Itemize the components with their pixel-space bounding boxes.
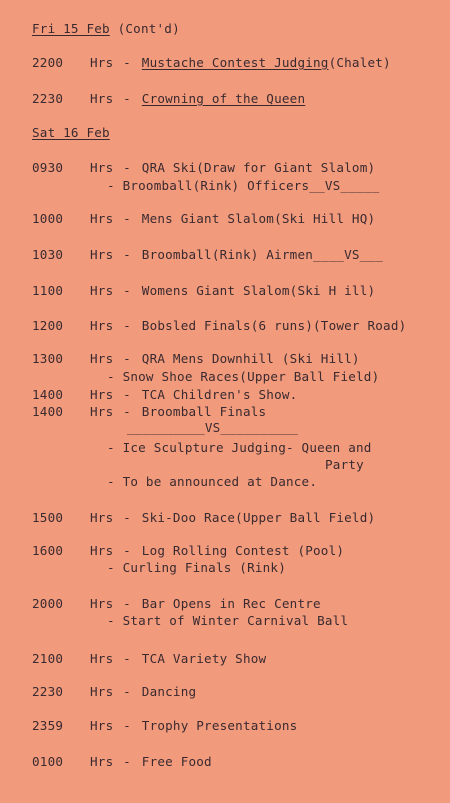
event-time: 2230	[32, 684, 64, 699]
event-row	[32, 247, 383, 262]
event-continuation: - To be announced at Dance.	[107, 474, 318, 489]
hrs-label: Hrs	[90, 387, 114, 402]
dash: -	[123, 754, 131, 769]
event-row	[32, 718, 297, 733]
event-time: 2359	[32, 718, 64, 733]
hrs-label: Hrs	[90, 754, 114, 769]
dash: -	[123, 351, 131, 366]
event-desc: TCA Children's Show.	[141, 387, 298, 402]
hrs-label: Hrs	[90, 160, 114, 175]
dash: -	[123, 211, 131, 226]
dash: -	[123, 718, 131, 733]
event-row	[32, 283, 375, 298]
event-time: 1400	[32, 387, 64, 402]
event-desc: Ski-Doo Race(Upper Ball Field)	[141, 510, 376, 525]
heading-sat	[32, 125, 110, 140]
event-time: 1000	[32, 211, 64, 226]
event-desc-rest: (Chalet)	[328, 55, 391, 70]
event-row	[32, 651, 266, 666]
dash: -	[123, 55, 131, 70]
hrs-label: Hrs	[90, 718, 114, 733]
event-row	[32, 543, 344, 558]
event-desc: Free Food	[141, 754, 212, 769]
dash: -	[123, 247, 131, 262]
hrs-label: Hrs	[90, 596, 114, 611]
event-continuation: - Ice Sculpture Judging- Queen and	[107, 440, 372, 455]
dash: -	[123, 596, 131, 611]
event-time: 2230	[32, 91, 64, 106]
hrs-label: Hrs	[90, 543, 114, 558]
dash: -	[123, 651, 131, 666]
event-continuation-wrap: Party	[325, 457, 364, 472]
vs-line: __________VS__________	[127, 420, 299, 435]
hrs-label: Hrs	[90, 651, 114, 666]
event-time: 2200	[32, 55, 64, 70]
event-continuation: - Broomball(Rink) Officers__VS_____	[107, 178, 380, 193]
dash: -	[123, 160, 131, 175]
event-desc: QRA Mens Downhill (Ski Hill)	[141, 351, 360, 366]
event-row	[32, 404, 266, 419]
event-desc: Crowning of the Queen	[141, 91, 306, 106]
dash: -	[123, 387, 131, 402]
event-desc: Dancing	[141, 684, 197, 699]
event-desc: Bar Opens in Rec Centre	[141, 596, 321, 611]
event-time: 1300	[32, 351, 64, 366]
event-row	[32, 91, 305, 106]
dash: -	[123, 510, 131, 525]
event-row	[32, 754, 212, 769]
event-time: 0930	[32, 160, 64, 175]
hrs-label: Hrs	[90, 211, 114, 226]
event-time: 2100	[32, 651, 64, 666]
heading-sat-date: Sat 16 Feb	[32, 125, 110, 140]
hrs-label: Hrs	[90, 351, 114, 366]
event-desc: TCA Variety Show	[141, 651, 267, 666]
event-time: 1500	[32, 510, 64, 525]
event-continuation: - Curling Finals (Rink)	[107, 560, 286, 575]
heading-fri-suffix: (Cont'd)	[109, 21, 180, 36]
event-time: 1200	[32, 318, 64, 333]
event-row	[32, 684, 196, 699]
event-time: 1100	[32, 283, 64, 298]
event-time: 1030	[32, 247, 64, 262]
event-time: 0100	[32, 754, 64, 769]
dash: -	[123, 283, 131, 298]
event-desc: Broomball(Rink) Airmen____VS___	[141, 247, 384, 262]
event-time: 1600	[32, 543, 64, 558]
event-desc: Womens Giant Slalom(Ski H ill)	[141, 283, 376, 298]
event-desc: Bobsled Finals(6 runs)(Tower Road)	[141, 318, 407, 333]
hrs-label: Hrs	[90, 55, 114, 70]
event-row	[32, 55, 391, 70]
event-desc: Mustache Contest Judging	[141, 55, 329, 70]
event-continuation: - Snow Shoe Races(Upper Ball Field)	[107, 369, 380, 384]
hrs-label: Hrs	[90, 91, 114, 106]
hrs-label: Hrs	[90, 684, 114, 699]
hrs-label: Hrs	[90, 318, 114, 333]
dash: -	[123, 404, 131, 419]
event-desc: QRA Ski(Draw for Giant Slalom)	[141, 160, 376, 175]
hrs-label: Hrs	[90, 404, 114, 419]
dash: -	[123, 91, 131, 106]
event-desc: Log Rolling Contest (Pool)	[141, 543, 345, 558]
event-row	[32, 160, 375, 175]
heading-fri-date: Fri 15 Feb	[32, 21, 110, 36]
event-time: 2000	[32, 596, 64, 611]
event-desc: Mens Giant Slalom(Ski Hill HQ)	[141, 211, 376, 226]
event-desc: Trophy Presentations	[141, 718, 298, 733]
event-row	[32, 510, 375, 525]
event-row	[32, 318, 406, 333]
dash: -	[123, 543, 131, 558]
dash: -	[123, 684, 131, 699]
event-time: 1400	[32, 404, 64, 419]
heading-fri	[32, 21, 180, 36]
event-row	[32, 596, 321, 611]
hrs-label: Hrs	[90, 247, 114, 262]
hrs-label: Hrs	[90, 510, 114, 525]
event-row	[32, 211, 375, 226]
event-row	[32, 387, 297, 402]
hrs-label: Hrs	[90, 283, 114, 298]
event-continuation: - Start of Winter Carnival Ball	[107, 613, 349, 628]
event-row	[32, 351, 360, 366]
dash: -	[123, 318, 131, 333]
event-desc: Broomball Finals	[141, 404, 267, 419]
